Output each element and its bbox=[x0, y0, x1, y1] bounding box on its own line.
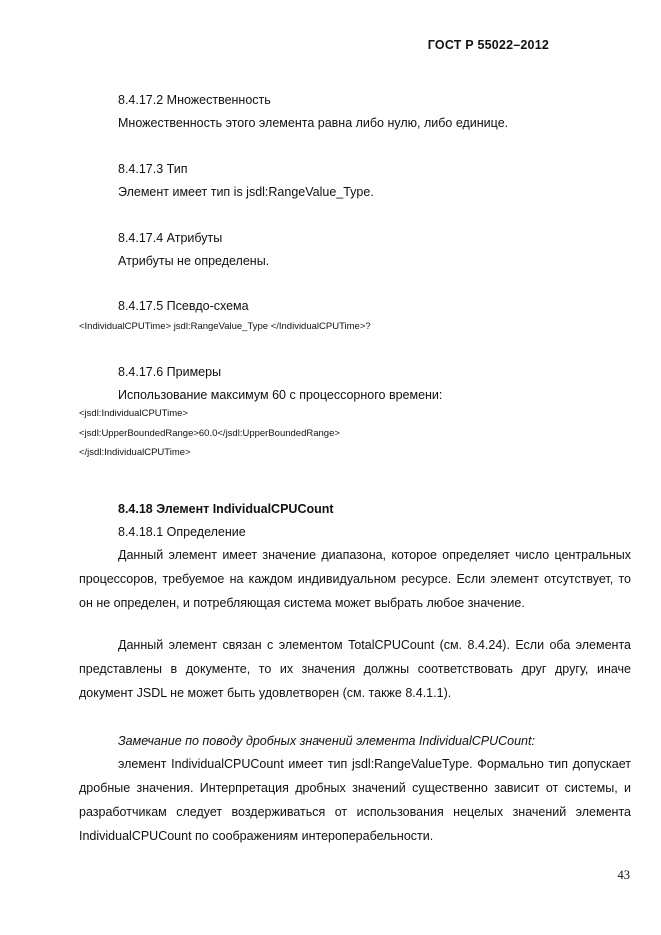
page-number: 43 bbox=[617, 868, 630, 882]
section-heading-8-4-17-4: 8.4.17.4 Атрибуты bbox=[118, 231, 223, 245]
section-heading-8-4-17-3: 8.4.17.3 Тип bbox=[118, 162, 188, 176]
example-code-line: <jsdl:UpperBoundedRange>60.0</jsdl:UpperBoundedRange> bbox=[79, 428, 340, 439]
definition-paragraph-1: Данный элемент имеет значение диапазона, которое определяет число центральных процессоров, требуемое на каждом индивидуальном ресурсе. Если элемент отсутствует, то он не определен, и потребляющая система может выбрать любое значение. bbox=[79, 548, 631, 610]
section-text-8-4-17-2: Множественность этого элемента равна либо нулю, либо единице. bbox=[118, 116, 509, 130]
definition-paragraph-2: Данный элемент связан с элементом TotalCPUCount (см. 8.4.24). Если оба элемента представлены в документе, то их значения должны соответствовать друг другу, иначе документ JSDL не может быть удовлетворен (см. также 8.4.1.1). bbox=[79, 638, 631, 700]
section-heading-8-4-17-6: 8.4.17.6 Примеры bbox=[118, 365, 222, 379]
section-heading-8-4-18-1: 8.4.18.1 Определение bbox=[118, 525, 246, 539]
standard-header: ГОСТ Р 55022–2012 bbox=[427, 38, 549, 52]
section-heading-8-4-17-5: 8.4.17.5 Псевдо-схема bbox=[118, 299, 249, 313]
note-heading: Замечание по поводу дробных значений элемента IndividualCPUCount: bbox=[118, 734, 535, 748]
note-paragraph: элемент IndividualCPUCount имеет тип jsdl:RangeValueType. Формально тип допускает дробные значения. Интерпретация дробных значений существенно зависит от системы, и разработчикам следует воздерживаться от использования нецелых значений элемента IndividualCPUCount по соображениям интероперабельности. bbox=[79, 757, 631, 843]
pseudo-schema-code: <IndividualCPUTime> jsdl:RangeValue_Type </IndividualCPUTime>? bbox=[79, 321, 371, 332]
example-code-line: <jsdl:IndividualCPUTime> bbox=[79, 408, 188, 419]
section-heading-8-4-17-2: 8.4.17.2 Множественность bbox=[118, 93, 271, 107]
example-code-line: </jsdl:IndividualCPUTime> bbox=[79, 447, 191, 458]
section-text-8-4-17-6: Использование максимум 60 с процессорного времени: bbox=[118, 388, 443, 402]
section-text-8-4-17-3: Элемент имеет тип is jsdl:RangeValue_Type. bbox=[118, 185, 374, 199]
section-text-8-4-17-4: Атрибуты не определены. bbox=[118, 254, 270, 268]
section-heading-8-4-18: 8.4.18 Элемент IndividualCPUCount bbox=[118, 502, 334, 516]
